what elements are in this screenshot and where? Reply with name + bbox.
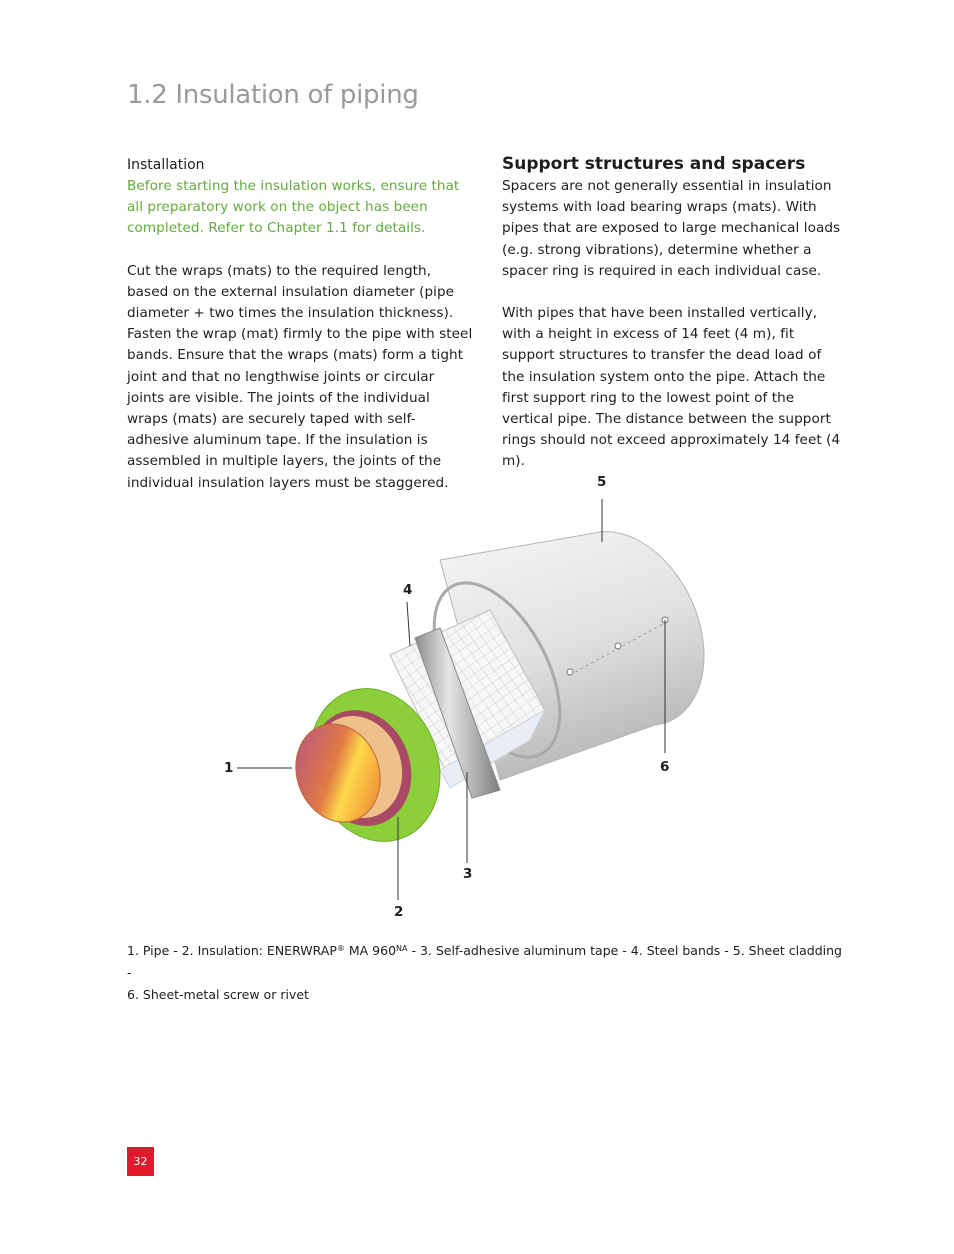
callout-6: 6 (660, 759, 670, 775)
caption-part-2: MA 960 (344, 943, 397, 958)
caption-part-3: - 3. Self-adhesive aluminum tape - 4. Steel bands - 5. Sheet cladding - (127, 943, 842, 980)
pipe-insulation-diagram (200, 470, 760, 930)
figure-caption (127, 938, 847, 1006)
support-paragraph-2: With pipes that have been installed vertically, with a height in excess of 14 feet (4 m), fit support structures to transfer the dead load of the insulation system onto the pipe. Attach the first support ring to the lowest point of the vertical pipe. The distance between the support rings should not exceed approximately 14 feet (4 m). (502, 305, 841, 470)
support-column (502, 152, 847, 473)
caption-superscript: NA (396, 944, 408, 953)
callout-5: 5 (597, 474, 607, 490)
page-number-badge: 32 (127, 1147, 154, 1176)
support-paragraph-1: Spacers are not generally essential in insulation systems with load bearing wraps (mats). With pipes that are exposed to large mechanical loads (e.g. strong vibrations), determine whether a spacer ring is required in each individual case. (502, 178, 841, 279)
installation-note: Before starting the insulation works, ensure that all preparatory work on the object has been completed. Refer to Chapter 1.1 for details. (127, 178, 460, 237)
callout-1: 1 (224, 760, 234, 776)
caption-registered-mark: ® (336, 944, 345, 953)
caption-line-2: 6. Sheet-metal screw or rivet (127, 987, 309, 1002)
support-heading: Support structures and spacers (502, 154, 806, 174)
callout-4: 4 (403, 582, 413, 598)
page-title: 1.2 Insulation of piping (127, 80, 419, 110)
installation-column (127, 155, 475, 494)
installation-body: Cut the wraps (mats) to the required length, based on the external insulation diameter (pipe diameter + two times the insulation thickness). Fasten the wrap (mat) firmly to the pipe with steel bands. Ensure that the wraps (mats) form a tight joint and that no lengthwise joints or circular joints are visible. The joints of the individual wraps (mats) are securely taped with self-adhesive aluminum tape. If the insulation is assembled in multiple layers, the joints of the individual insulation layers must be staggered. (127, 262, 473, 491)
callout-2: 2 (394, 904, 404, 920)
installation-subheading: Installation (127, 157, 205, 173)
callout-3: 3 (463, 866, 473, 882)
pipe-insulation-illustration (200, 470, 760, 930)
caption-part-1: 1. Pipe - 2. Insulation: ENERWRAP (127, 943, 337, 958)
